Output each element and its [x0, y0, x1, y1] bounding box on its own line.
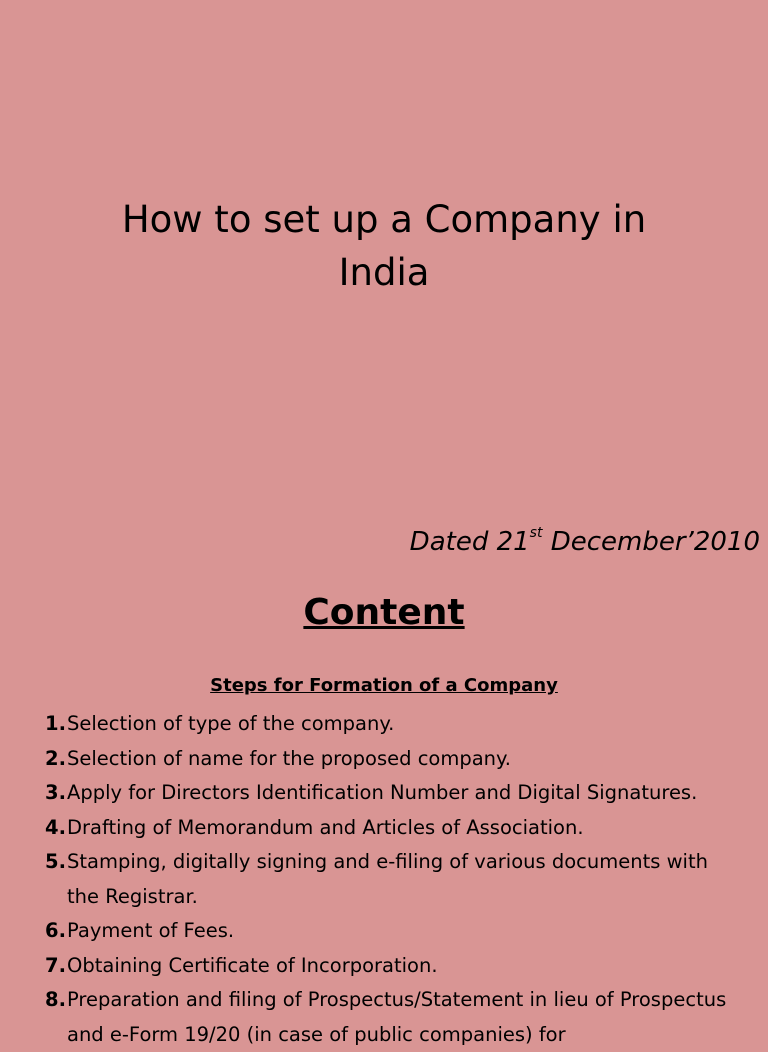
- step-text: Preparation and filing of Prospectus/Statement in lieu of Prospectus and e-Form 19/20 (in case of public companies) for: [67, 988, 727, 1046]
- slide-date: [410, 527, 760, 557]
- step-number: 7.: [45, 953, 66, 977]
- list-item: [45, 776, 745, 811]
- list-item: [45, 742, 745, 777]
- step-number: 8.: [45, 988, 66, 1011]
- step-text: Payment of Fees.: [67, 919, 235, 942]
- slide-title: How to set up a Company in India: [121, 198, 647, 294]
- content-heading: Content: [303, 592, 465, 633]
- step-number: 3.: [45, 781, 66, 804]
- list-item: [45, 983, 745, 1052]
- list-item: [45, 845, 745, 914]
- step-text: Obtaining Certificate of Incorporation.: [67, 953, 438, 977]
- step-text: Drafting of Memorandum and Articles of Association.: [67, 815, 584, 839]
- date-ordinal-suffix: st: [529, 525, 543, 541]
- list-item: [45, 914, 745, 949]
- list-item: [45, 707, 745, 742]
- step-text: Apply for Directors Identification Number and Digital Signatures.: [67, 781, 698, 804]
- steps-heading: Steps for Formation of a Company: [210, 675, 558, 696]
- step-text: Selection of type of the company.: [67, 712, 395, 735]
- step-number: 2.: [45, 746, 66, 770]
- date-prefix: Dated 21: [409, 527, 530, 557]
- content-slide: [0, 580, 768, 1046]
- step-number: 4.: [45, 815, 66, 839]
- list-item: [45, 949, 745, 984]
- steps-list: [45, 707, 745, 1052]
- step-text: Selection of name for the proposed company.: [67, 746, 511, 770]
- step-number: 1.: [45, 712, 66, 735]
- step-number: 5.: [45, 850, 66, 873]
- date-suffix: December’2010: [542, 527, 760, 557]
- step-text: Stamping, digitally signing and e-filing of various documents with the Registrar.: [67, 850, 708, 908]
- list-item: [45, 811, 745, 846]
- step-number: 6.: [45, 919, 66, 942]
